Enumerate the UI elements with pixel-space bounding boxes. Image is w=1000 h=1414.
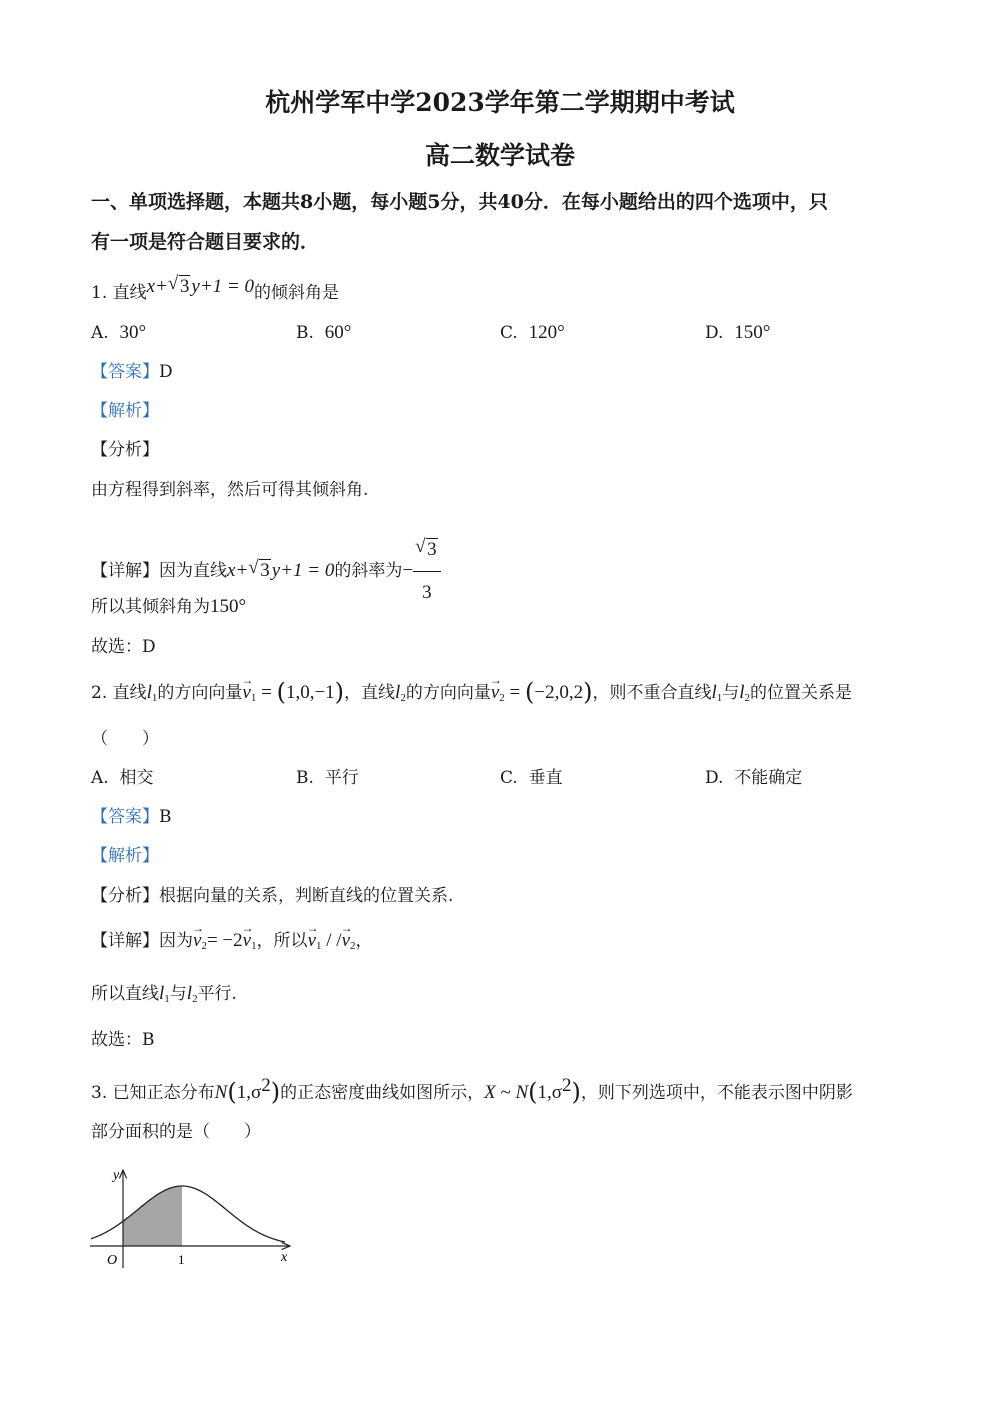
q2-vector1-value: 1,0,−1: [285, 682, 335, 703]
q2-option-d: D. 不能确定: [705, 768, 803, 788]
q2-paren-line: （ ）: [91, 729, 159, 749]
q1-answer: 【答案】D: [91, 362, 173, 382]
q3-y-label: y: [113, 1168, 120, 1183]
q2-fenxi: 【分析】根据向量的关系，判断直线的位置关系.: [91, 886, 454, 906]
q2-choice: 故选：B: [91, 1030, 155, 1050]
q1-stem-suffix: 的倾斜角是: [254, 283, 339, 303]
q1-equation: x+ √ 3 y+1 = 0: [146, 273, 254, 297]
q2-option-a: A. 相交: [91, 768, 154, 788]
q1-number: 1.: [91, 283, 108, 303]
section-heading-line2: 有一项是符合题目要求的．: [91, 231, 320, 253]
exam-subtitle: 高二数学试卷: [424, 141, 575, 170]
q3-x-label: x: [281, 1250, 288, 1265]
q1-detail-equation: x+ √ 3 y+1 = 0: [227, 557, 335, 581]
q1-option-a: A. 30°: [91, 322, 147, 343]
q2-result: 所以直线$l_1$与$l_2$平行.: [91, 983, 237, 1005]
q2-stem: 2. 直线$l_1$的方向向量→ $v_1 = (1,0,-1)$，直线$l_2$的方向向量→ $v_2 = (-2,0,2)$，则不重合直线$l_1$与$l_2$的位置关系是: [91, 682, 852, 708]
q2-option-b: B. 平行: [296, 768, 359, 788]
q1-analysis-tag: 【解析】: [91, 401, 159, 421]
q2-vector2-value: −2,0,2: [534, 682, 584, 703]
q3-origin-label: O: [107, 1253, 118, 1268]
q2-option-c: C. 垂直: [500, 768, 563, 788]
q3-tick-label: 1: [178, 1252, 185, 1267]
q3-stem: 3. 已知正态分布$N(1,\sigma^2)$的正态密度曲线如图所示，X ~ $N(1,\sigma^2)$，则下列选项中，不能表示图中阴影: [91, 1075, 853, 1106]
q1-conclusion: 所以其倾斜角为150°: [91, 596, 247, 617]
q1-stem-prefix: 直线: [112, 283, 147, 303]
q1-fenxi-text: 由方程得到斜率，然后可得其倾斜角.: [91, 480, 369, 500]
q2-analysis-tag: 【解析】: [91, 846, 159, 866]
q2-answer: 【答案】B: [91, 807, 172, 827]
q1-option-d: D. 150°: [705, 322, 771, 343]
q1-detail: 【详解】因为直线x+ √ 3 y+1 = 0的斜率为− √ 3 3: [91, 530, 441, 613]
q1-option-b: B. 60°: [296, 322, 352, 343]
q1-stem: [91, 273, 339, 303]
q1-fenxi-tag: 【分析】: [91, 440, 159, 460]
q1-slope-fraction: √ 3 3: [413, 530, 441, 613]
exam-title: 杭州学军中学2023学年第二学期期中考试: [265, 88, 735, 117]
q1-option-c: C. 120°: [500, 322, 565, 343]
q3-shaded-area: [123, 1186, 182, 1246]
q3-density-curve: [91, 1186, 285, 1242]
section-heading-line1: 一、单项选择题，本题共8小题，每小题5分，共40分．在每小题给出的四个选项中，只: [91, 191, 828, 213]
q3-stem-line2: 部分面积的是（ ）: [91, 1122, 261, 1142]
q2-detail: 【详解】因为→ $v_2= -2\to v_1$，所以→ $v_1$ / /→ $v_2$，: [91, 931, 373, 956]
q1-choice: 故选：D: [91, 637, 156, 657]
q3-normal-curve-figure: [85, 1160, 305, 1275]
